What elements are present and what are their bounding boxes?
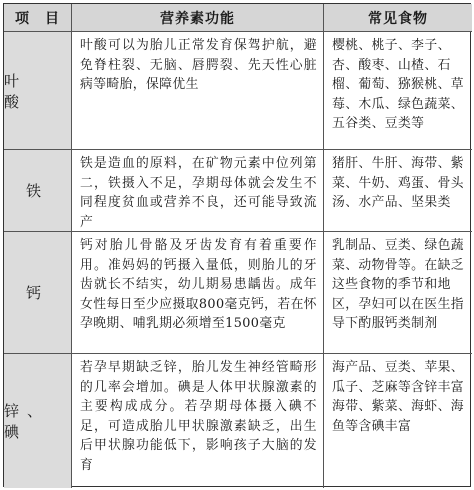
header-item: 项 目 — [4, 4, 72, 32]
row-item-zinc-iodine: 锌、碘 — [4, 354, 72, 488]
row-item-folic-acid: 叶 酸 — [4, 32, 72, 150]
row-food-zinc-iodine: 海产品、豆类、苹果、瓜子、芝麻等含锌丰富海带、紫菜、海虾、海鱼等含碘丰富 — [332, 360, 464, 434]
nutrition-table — [3, 3, 471, 487]
row-food-folic-acid: 樱桃、桃子、李子、杏、酸枣、山楂、石榴、葡萄、猕猴桃、草莓、木瓜、绿色蔬菜、五谷类、豆类等 — [324, 32, 472, 150]
header-function: 营养素功能 — [72, 4, 324, 32]
row-item-iron: 铁 — [4, 150, 72, 232]
row-function-zinc-iodine: 若孕早期缺乏锌，胎儿发生神经管畸形的几率会增加。碘是人体甲状腺激素的主要构成成分。若孕期母体摄入碘不足，可造成胎儿甲状腺激素缺乏，出生后甲状腺功能低下，影响孩子大脑的发育 — [72, 354, 324, 488]
row-food-iron: 猪肝、牛肝、海带、紫菜、牛奶、鸡蛋、骨头汤、水产品、坚果类 — [324, 150, 472, 232]
row-function-calcium: 钙对胎儿骨骼及牙齿发育有着重要作用。准妈妈的钙摄入量低，则胎儿的牙齿就长不结实，幼儿期易患龋齿。成年女性每日至少应摄取800毫克钙，若在怀孕晚期、哺乳期必须增至1500毫克 — [72, 232, 324, 354]
header-food: 常见食物 — [324, 4, 472, 32]
row-function-folic-acid: 叶酸可以为胎儿正常发育保驾护航，避免脊柱裂、无脑、唇腭裂、先天性心脏病等畸胎，保障优生 — [72, 32, 324, 150]
row-item-calcium: 钙 — [4, 232, 72, 354]
row-function-iron: 铁是造血的原料，在矿物元素中位列第二，铁摄入不足，孕期母体就会发生不同程度贫血或营养不良，还可能导致流产 — [72, 150, 324, 232]
row-food-calcium: 乳制品、豆类、绿色蔬菜、动物骨等。在缺乏这些食物的季节和地区，孕妇可以在医生指导下酌服钙类制剂 — [324, 232, 472, 354]
